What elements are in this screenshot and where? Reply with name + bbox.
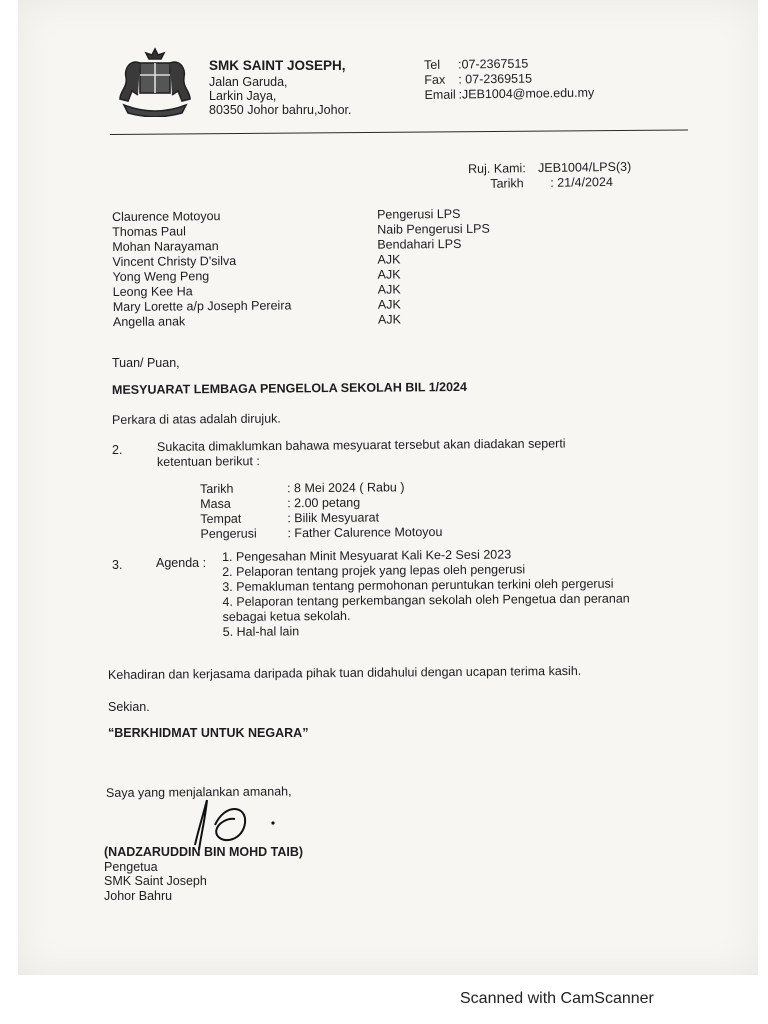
para2-line: Sukacita dimaklumkan bahawa mesyuarat tersebut akan diadakan seperti — [156, 436, 566, 454]
recipient-role: Pengerusi LPS — [376, 206, 461, 222]
recipient-role: AJK — [377, 267, 401, 282]
subject-heading: MESYUARAT LEMBAGA PENGELOLA SEKOLAH BIL 1/2024 — [111, 379, 467, 397]
salutation: Tuan/ Puan, — [112, 356, 180, 370]
recipient-role: AJK — [377, 297, 401, 312]
detail-value: : Father Calurence Motoyou — [287, 524, 443, 541]
recipient-name: Leong Kee Ha — [112, 284, 193, 299]
agenda-item: 2. Pelaporan tentang projek yang lepas oleh pengerusi — [222, 562, 526, 579]
agenda-item: 5. Hal-hal lain — [222, 624, 300, 639]
email-label: Email — [424, 87, 456, 102]
para3-number: 3. — [112, 558, 123, 572]
signatory-city: Johor Bahru — [104, 889, 173, 903]
recipient-name: Yong Weng Peng — [112, 269, 210, 284]
recipient-role: Bendahari LPS — [377, 236, 462, 252]
signoff-intro: Saya yang menjalankan amanah, — [105, 784, 292, 800]
agenda-item: 4. Pelaporan tentang perkembangan sekolah oleh Pengetua dan peranan — [222, 591, 630, 609]
tel-value: :07-2367515 — [457, 56, 529, 72]
tel-label: Tel — [424, 57, 441, 72]
recipient-role: AJK — [377, 282, 401, 297]
intro-text: Perkara di atas adalah dirujuk. — [111, 411, 281, 427]
agenda-label: Agenda : — [156, 556, 207, 570]
email-value: :JEB1004@moe.edu.my — [458, 85, 595, 102]
para2-number: 2. — [112, 443, 123, 457]
closing-text: Kehadiran dan kerjasama daripada pihak tuan didahului dengan ucapan terima kasih. — [107, 663, 582, 682]
recipient-role: Naib Pengerusi LPS — [377, 221, 490, 237]
address-line: 80350 Johor bahru,Johor. — [209, 103, 352, 117]
scanner-watermark: Scanned with CamScanner — [460, 990, 654, 1007]
address-line: Larkin Jaya, — [209, 89, 277, 103]
detail-label: Tarikh — [200, 481, 234, 496]
agenda-item: 1. Pengesahan Minit Mesyuarat Kali Ke-2 Sesi 2023 — [222, 547, 512, 564]
school-name: SMK SAINT JOSEPH, — [209, 58, 346, 73]
agenda-item: sebagai ketua sekolah. — [222, 608, 351, 624]
sekian-text: Sekian. — [108, 700, 150, 714]
recipient-name: Mohan Narayaman — [112, 239, 219, 254]
motto: “BERKHIDMAT UNTUK NEGARA” — [108, 726, 309, 740]
recipient-name: Angella anak — [112, 314, 186, 329]
fax-value: : 07-2369515 — [458, 71, 533, 87]
tarikh-value: : 21/4/2024 — [550, 174, 613, 190]
signatory-school: SMK Saint Joseph — [104, 874, 207, 888]
ruj-label: Ruj. Kami: — [468, 161, 526, 176]
detail-value: : 2.00 petang — [287, 495, 361, 511]
recipient-role: AJK — [377, 312, 401, 327]
agenda-item: 3. Pemakluman tentang permohonan peruntukan terkini oleh pergerusi — [222, 576, 614, 594]
signatory-name: (NADZARUDDIN BIN MOHD TAIB) — [104, 845, 304, 859]
recipient-name: Thomas Paul — [112, 224, 186, 239]
detail-value: : 8 Mei 2024 ( Rabu ) — [286, 480, 405, 496]
detail-label: Tempat — [200, 511, 242, 526]
detail-value: : Bilik Mesyuarat — [287, 510, 380, 526]
detail-label: Masa — [200, 496, 231, 511]
recipient-name: Vincent Christy D'silva — [112, 253, 237, 269]
ruj-value: JEB1004/LPS(3) — [537, 159, 632, 176]
recipient-name: Mary Lorette a/p Joseph Pereira — [112, 298, 292, 314]
recipient-role: AJK — [377, 252, 401, 267]
para2-line: ketentuan berikut : — [156, 454, 260, 469]
recipient-name: Claurence Motoyou — [112, 209, 221, 224]
detail-label: Pengerusi — [200, 526, 257, 541]
address-line: Jalan Garuda, — [209, 75, 288, 89]
signatory-title: Pengetua — [104, 860, 158, 874]
tarikh-label: Tarikh — [490, 176, 524, 191]
malaysia-crest-icon — [110, 45, 200, 117]
fax-label: Fax — [424, 72, 446, 87]
